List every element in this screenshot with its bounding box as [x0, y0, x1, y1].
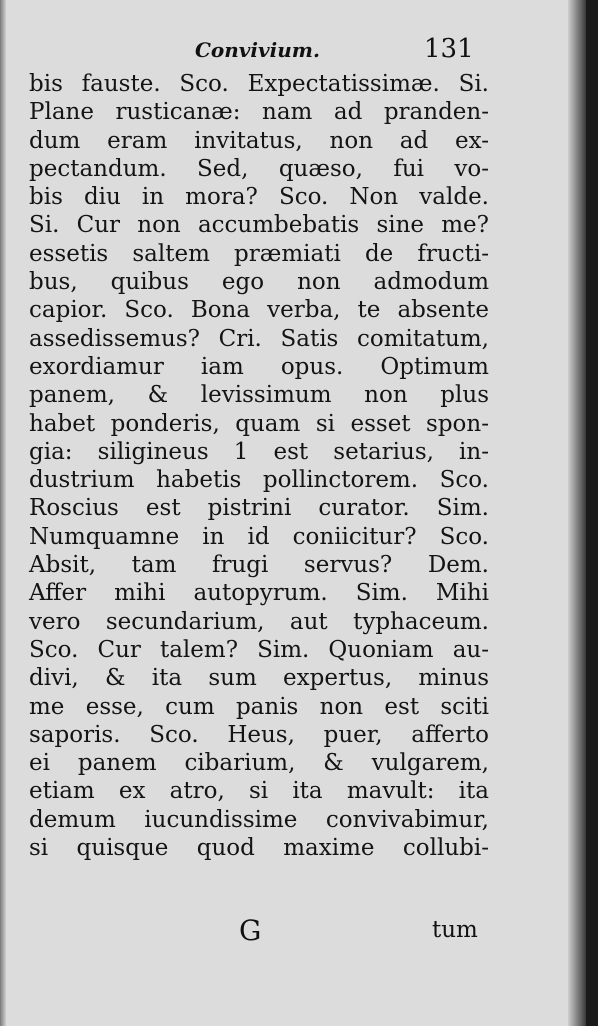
text-line: saporis. Sco. Heus, puer, afferto — [29, 721, 489, 748]
text-line: vero secundarium, aut typhaceum. — [29, 608, 489, 635]
page-number: 131 — [424, 34, 474, 64]
text-line: bus, quibus ego non admodum — [29, 269, 489, 296]
text-line: capior. Sco. Bona verba, te absente — [29, 297, 489, 324]
text-line: exordiamur iam opus. Optimum — [29, 353, 489, 380]
page-header — [0, 34, 586, 68]
text-line: Numquamne in id coniicitur? Sco. — [29, 523, 489, 550]
running-head: Convivium. — [195, 38, 320, 62]
text-line: Affer mihi autopyrum. Sim. Mihi — [29, 580, 489, 607]
body-text — [29, 70, 489, 862]
text-line: demum iucundissime convivabimur, — [29, 806, 489, 833]
text-line: assedissemus? Cri. Satis comitatum, — [29, 325, 489, 352]
page-footer — [0, 914, 586, 954]
text-line: me esse, cum panis non est sciti — [29, 693, 489, 720]
text-line: habet ponderis, quam si esset spon- — [29, 410, 489, 437]
text-line: Plane rusticanæ: nam ad pranden- — [29, 99, 489, 126]
catchword: tum — [432, 917, 478, 943]
text-line: dum eram invitatus, non ad ex- — [29, 127, 489, 154]
text-line: ei panem cibarium, & vulgarem, — [29, 750, 489, 777]
text-line: dustrium habetis pollinctorem. Sco. — [29, 467, 489, 494]
text-line: bis diu in mora? Sco. Non valde. — [29, 184, 489, 211]
text-line: pectandum. Sed, quæso, fui vo- — [29, 155, 489, 182]
text-line: essetis saltem præmiati de fructi- — [29, 240, 489, 267]
text-line: divi, & ita sum expertus, minus — [29, 665, 489, 692]
text-line: Si. Cur non accumbebatis sine me? — [29, 212, 489, 239]
page-edge-shadow — [568, 0, 586, 1026]
text-line: Roscius est pistrini curator. Sim. — [29, 495, 489, 522]
text-line: gia: siligineus 1 est setarius, in- — [29, 438, 489, 465]
text-line: panem, & levissimum non plus — [29, 382, 489, 409]
text-line: Sco. Cur talem? Sim. Quoniam au- — [29, 636, 489, 663]
signature-mark: G — [239, 914, 262, 947]
text-line: etiam ex atro, si ita mavult: ita — [29, 778, 489, 805]
page-binding-edge — [0, 0, 6, 1026]
text-line: Absit, tam frugi servus? Dem. — [29, 552, 489, 579]
text-line: si quisque quod maxime collubi- — [29, 835, 489, 862]
text-line: bis fauste. Sco. Expectatissimæ. Si. — [29, 71, 489, 97]
